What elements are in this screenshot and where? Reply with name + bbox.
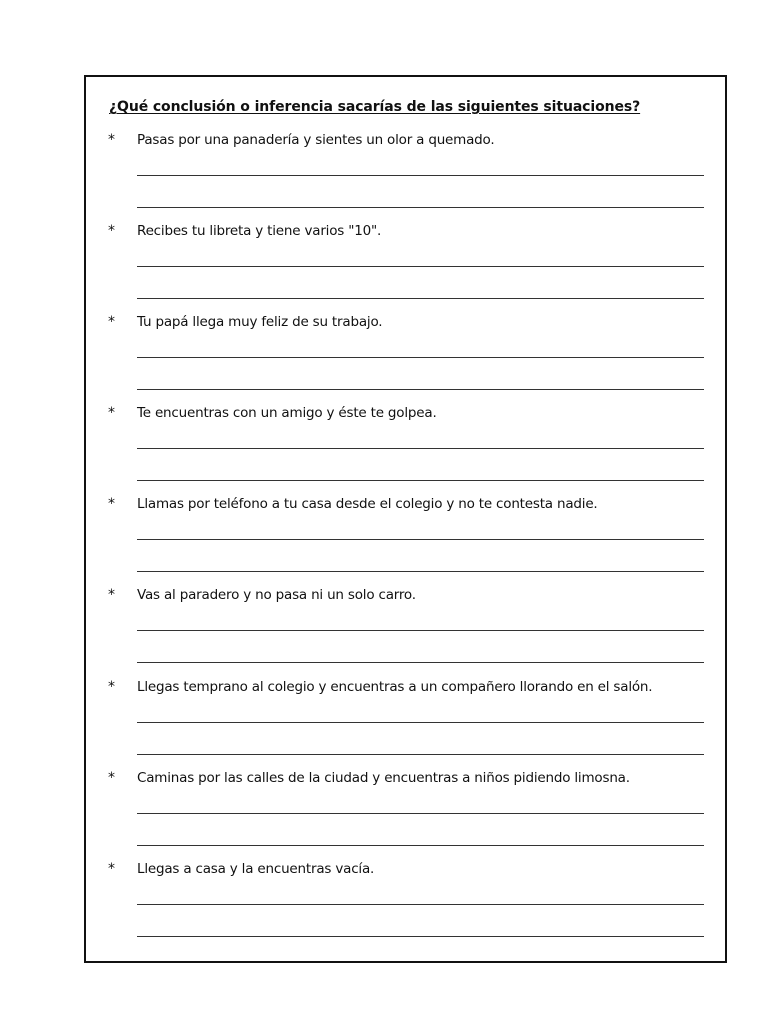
question-item-7 <box>108 678 708 762</box>
question-bullet: * <box>108 770 115 786</box>
question-text-8: Caminas por las calles de la ciudad y encuentras a niños pidiendo limosna. <box>137 770 630 786</box>
question-item-8 <box>108 769 708 853</box>
question-text-1: Pasas por una panadería y sientes un olor a quemado. <box>137 132 495 148</box>
question-item-5 <box>108 495 708 579</box>
answer-line-4b[interactable] <box>137 480 704 481</box>
question-bullet: * <box>108 587 115 603</box>
answer-line-8a[interactable] <box>137 813 704 814</box>
answer-line-3a[interactable] <box>137 357 704 358</box>
question-text-6: Vas al paradero y no pasa ni un solo carro. <box>137 587 416 603</box>
answer-line-7b[interactable] <box>137 754 704 755</box>
worksheet-title: ¿Qué conclusión o inferencia sacarías de las siguientes situaciones? <box>109 99 641 115</box>
question-text-2: Recibes tu libreta y tiene varios "10". <box>137 223 382 239</box>
question-item-6 <box>108 586 708 670</box>
question-bullet: * <box>108 861 115 877</box>
question-text-4: Te encuentras con un amigo y éste te golpea. <box>137 405 437 421</box>
question-item-4 <box>108 404 708 488</box>
answer-line-2a[interactable] <box>137 266 704 267</box>
answer-line-5b[interactable] <box>137 571 704 572</box>
answer-line-6b[interactable] <box>137 662 704 663</box>
question-bullet: * <box>108 405 115 421</box>
question-bullet: * <box>108 314 115 330</box>
question-bullet: * <box>108 132 115 148</box>
question-item-1 <box>108 131 708 215</box>
question-bullet: * <box>108 496 115 512</box>
question-item-2 <box>108 222 708 306</box>
question-text-7: Llegas temprano al colegio y encuentras a un compañero llorando en el salón. <box>137 679 653 695</box>
answer-line-1b[interactable] <box>137 207 704 208</box>
question-text-3: Tu papá llega muy feliz de su trabajo. <box>137 314 383 330</box>
answer-line-1a[interactable] <box>137 175 704 176</box>
answer-line-7a[interactable] <box>137 722 704 723</box>
answer-line-9b[interactable] <box>137 936 704 937</box>
answer-line-5a[interactable] <box>137 539 704 540</box>
question-item-3 <box>108 313 708 397</box>
answer-line-6a[interactable] <box>137 630 704 631</box>
answer-line-2b[interactable] <box>137 298 704 299</box>
answer-line-8b[interactable] <box>137 845 704 846</box>
answer-line-9a[interactable] <box>137 904 704 905</box>
answer-line-4a[interactable] <box>137 448 704 449</box>
question-text-9: Llegas a casa y la encuentras vacía. <box>137 861 375 877</box>
question-bullet: * <box>108 679 115 695</box>
question-item-9 <box>108 860 708 944</box>
question-text-5: Llamas por teléfono a tu casa desde el colegio y no te contesta nadie. <box>137 496 598 512</box>
answer-line-3b[interactable] <box>137 389 704 390</box>
question-bullet: * <box>108 223 115 239</box>
